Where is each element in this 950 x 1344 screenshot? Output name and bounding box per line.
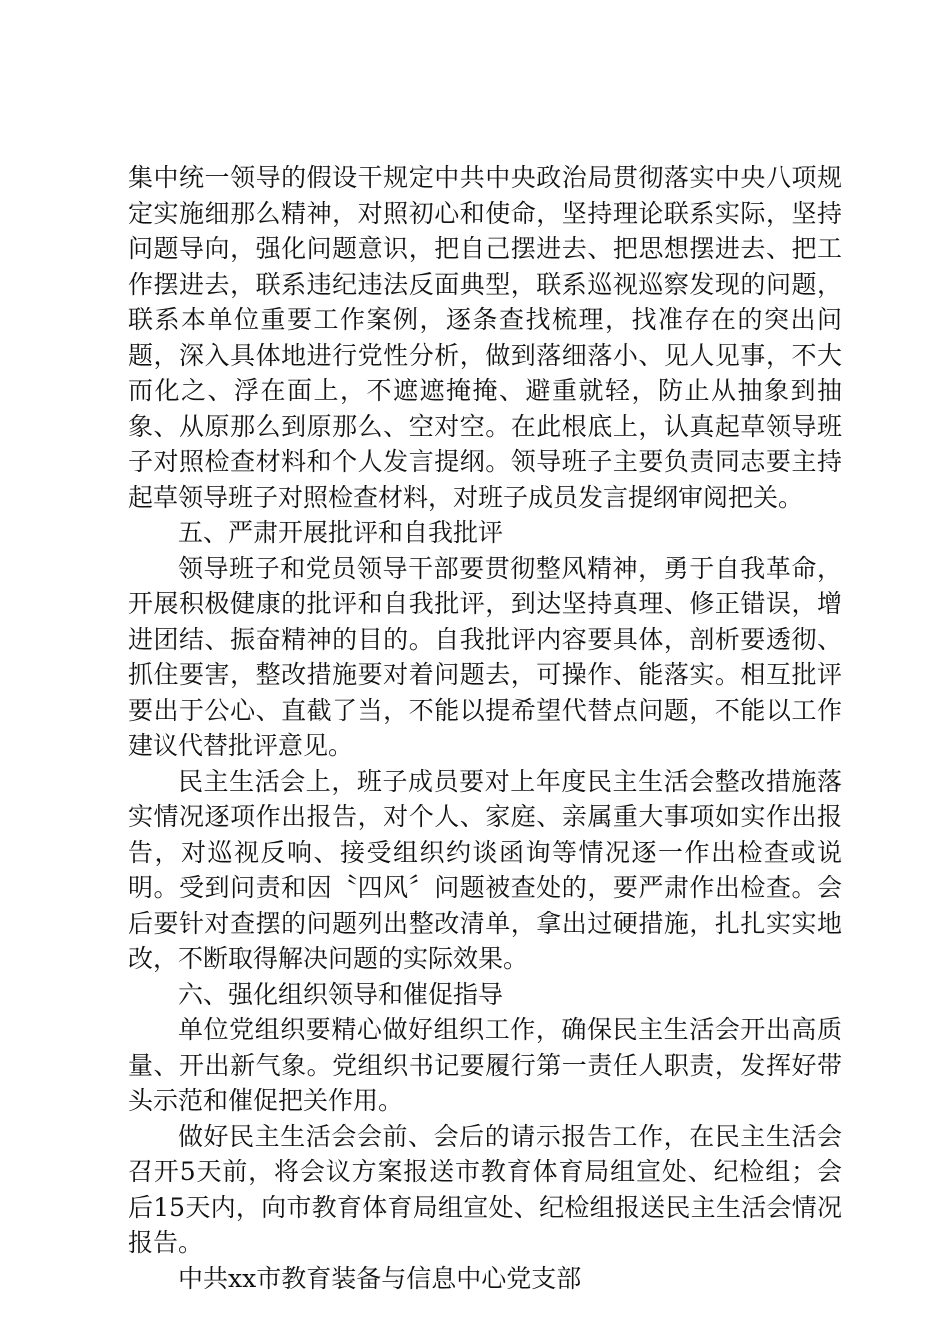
paragraph-organization: 单位党组织要精心做好组织工作，确保民主生活会开出高质量、开出新气象。党组织书记要履行第一责任人职责，发挥好带头示范和催促把关作用。 [128,1015,842,1115]
signature-organization: 中共xx市教育装备与信息中心党支部 [178,1263,582,1293]
paragraph-meeting-report: 民主生活会上，班子成员要对上年度民主生活会整改措施落实情况逐项作出报告，对个人、家庭、亲属重大事项如实作出报告，对巡视反响、接受组织约谈函询等情况逐一作出检查或说明。受到问责和因〝四风〞问题被查处的，要严肃作出检查。会后要针对查摆的问题列出整改清单，拿出过硬措施，扎扎实实地改，不断取得解决问题的实际效果。 [128,766,842,973]
paragraph-continuation: 集中统一领导的假设干规定中共中央政治局贯彻落实中央八项规定实施细那么精神，对照初心和使命，坚持理论联系实际，坚持问题导向，强化问题意识，把自己摆进去、把思想摆进去、把工作摆进去，联系违纪违法反面典型，联系巡视巡察发现的问题，联系本单位重要工作案例，逐条查找梳理，找准存在的突出问题，深入具体地进行党性分析，做到落细落小、见人见事，不大而化之、浮在面上，不遮遮掩掩、避重就轻，防止从抽象到抽象、从原那么到原那么、空对空。在此根底上，认真起草领导班子对照检查材料和个人发言提纲。领导班子主要负责同志要主持起草领导班子对照检查材料，对班子成员发言提纲审阅把关。 [128,163,842,512]
paragraph-report-work: 做好民主生活会会前、会后的请示报告工作，在民主生活会召开5天前，将会议方案报送市教育体育局组宣处、纪检组；会后15天内，向市教育体育局组宣处、纪检组报送民主生活会情况报告。 [128,1121,842,1257]
document-body [128,160,842,1296]
section-heading-six: 六、强化组织领导和催促指导 [178,979,504,1009]
paragraph-criticism: 领导班子和党员领导干部要贯彻整风精神，勇于自我革命，开展积极健康的批评和自我批评，到达坚持真理、修正错误，增进团结、振奋精神的目的。自我批评内容要具体，剖析要透彻、抓住要害，整改措施要对着问题去，可操作、能落实。相互批评要出于公心、直截了当，不能以提希望代替点问题，不能以工作建议代替批评意见。 [128,553,842,760]
section-heading-five: 五、严肃开展批评和自我批评 [178,518,504,547]
